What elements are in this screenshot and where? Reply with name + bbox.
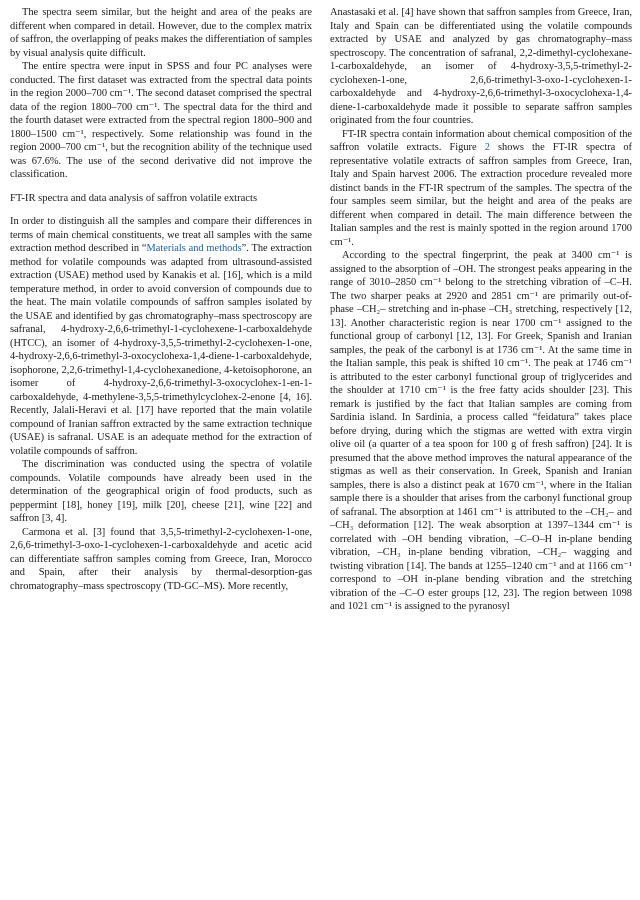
- left-column: [10, 6, 312, 593]
- text-run: In order to distinguish all the samples and compare their differences in terms of main chemical constituents, we treat all samples with the same extraction method described in “: [10, 216, 312, 254]
- right-column: [330, 6, 632, 614]
- paragraph: Anastasaki et al. [4] have shown that saffron samples from Greece, Iran, Italy and Spain can be differentiated using the volatile compounds extracted by USAE and analyzed by gas chromatography–mass spectroscopy. The concentration of safranal, 2,2-dimethyl-cyclohexane-1-carboxaldehyde, an isomer of 4-hydroxy-3,5,5-trimethyl-2-cyclohexen-1-one, 2,6,6-trimethyl-3-oxo-1-cyclohexen-1-carboxaldehyde and 4-hydroxy-2,6,6-trimethyl-3-oxocyclohexa-1,4-diene-1-carboxaldehyde made it possible to separate saffron samples originated from the four countries.: [330, 7, 632, 126]
- paragraph: The discrimination was conducted using the spectra of volatile compounds. Volatile compounds have already been used in the determination of the geographical origin of food products, such as peppermint [18], honey [19], milk [20], cheese [21], wine [22] and saffron [3, 4].: [10, 459, 312, 524]
- materials-methods-link[interactable]: Materials and methods: [146, 243, 242, 254]
- paragraph: [330, 128, 632, 250]
- text-run: shows the FT-IR spectra of representative volatile extracts of saffron samples from Greece, Iran, Italy and Spain harvest 2006. The extraction procedure revealed more distinct bands in the FT-IR spectrum of the samples. The spectra of the four samples seem similar, but the height and area of the peaks are different when compared in detail. The main difference between the Italian samples and the rest is mainly spotted in the region around 1700 cm⁻¹.: [330, 142, 633, 248]
- figure-2-link[interactable]: 2: [484, 142, 490, 153]
- paragraph: The entire spectra were input in SPSS and four PC analyses were conducted. The first dataset was extracted from the spectral data points in the region 2000–700 cm⁻¹. The second dataset comprised the spectral data of the region 1800–700 cm⁻¹. The spectral data for the third and the fourth dataset were extracted from the spectral region 1800–900 and 1800–1500 cm⁻¹, respectively. Some relationship was found in the region 2000–700 cm⁻¹, but the recognition ability of the technique used was 67.6%. The use of the second derivative did not improve the classification.: [10, 61, 312, 180]
- paragraph: [10, 215, 312, 458]
- text-run: ”. The extraction method for volatile compounds was adapted from ultrasound-assisted extraction (USAE) method used by Kanakis et al. [16], which is a mild temperature method, in order to avoid conversion of compounds due to the heat. The main volatile compounds of saffron samples isolated by the USAE and identified by gas chromatography–mass spectroscopy are safranal, 4-hydroxy-2,6,6-trimethyl-1-cyclohexene-1-carboxaldehyde (HTCC), an isomer of 4-hydroxy-3,5,5-trimethyl-2-cyclohexen-1-one, 4-hydroxy-2,6,6-trimethyl-3-oxocyclohexa-1,4-diene-1-carboxaldehyde, isophorone, 2,2,6-trimethyl-1,4-cyclohexanedione, 4-ketoisophorone, an isomer of 4-hydroxy-2,6,6-trimethyl-3-oxocyclohex-1-en-1-carboxaldehyde, 4-methylene-3,5,5-trimethylcyclohex-2-enone [4, 16]. Recently, Jalali-Heravi et al. [17] have reported that the main volatile compound of Iranian saffron extracted by the same extraction technique (USAE) is safranal. USAE is an adequate method for the extraction of volatile compounds of saffron.: [10, 243, 312, 457]
- section-heading: FT-IR spectra and data analysis of saffron volatile extracts: [10, 192, 258, 204]
- text-run: FT-IR spectra contain information about chemical composition of the saffron volatile extracts. Figure: [330, 128, 632, 153]
- paragraph: Carmona et al. [3] found that 3,5,5-trimethyl-2-cyclohexen-1-one, 2,6,6-trimethyl-3-oxo-1-cyclohexen-1-carboxaldehyde and acetic acid can differentiate saffron samples coming from Greece, Iran, Morocco and Spain, after their analysis by thermal-desorption-gas chromatography–mass spectroscopy (TD-GC–MS). More recently,: [10, 526, 312, 592]
- paragraph: The spectra seem similar, but the height and area of the peaks are different when compared in detail. However, due to the complex matrix of saffron, the overlapping of peaks makes the differentiation of samples by visual analysis quite difficult.: [10, 7, 312, 59]
- paragraph: According to the spectral fingerprint, the peak at 3400 cm⁻¹ is assigned to the absorption of –OH. The strongest peaks appearing in the range of 3010–2850 cm⁻¹ belong to the stretching vibration of –C–H. The two sharper peaks at 2920 and 2851 cm⁻¹ are primarily out-of-phase –CH₂– stretching and in-phase –CH₃ stretching, respectively [12, 13]. Another characteristic region is near 1700 cm⁻¹ assigned to the functional group of carbonyl [12, 13]. For Greek, Spanish and Iranian samples, the peak of the carbonyl is at 1736 cm⁻¹. At the same time in the Italian sample, this peak is shifted 10 cm⁻¹. The peak at 1746 cm⁻¹ is attributed to the ester carbonyl functional group of triglycerides and the shoulder at 1710 cm⁻¹ is the free fatty acids shoulder [23]. This remark is justified by the fact that Italian samples are coming from Sardinia island. In Sardinia, a process called “feidatura” takes place before drying, during which the stigmas are wetted with extra virgin olive oil (a quarter of a tea spoon for 100 g of fresh saffron) [24]. It is presumed that the above method improves the natural appearance of the stigmas as well as their conservation. In Greek, Spanish and Iranian samples, there is also a distinct peak at 1670 cm⁻¹, where in the Italian sample there is a shoulder that arises from the carbonyl functional group of safranal. The absorption at 1461 cm⁻¹ is attributed to the –CH₂– and –CH₃ deformation [12]. The weak absorption at 1397–1344 cm⁻¹ is correlated with –OH bending vibration, –C–O–H in-plane bending vibration, –CH₃ in-plane bending vibration, –CH₂– wagging and twisting vibration [14]. The bands at 1255–1240 cm⁻¹ and at 1166 cm⁻¹ correspond to –OH in-plane bending vibration and the stretching vibration of the –C–O ester groups [12, 23]. The region between 1098 and 1021 cm⁻¹ is assigned to the pyranosyl: [330, 250, 632, 612]
